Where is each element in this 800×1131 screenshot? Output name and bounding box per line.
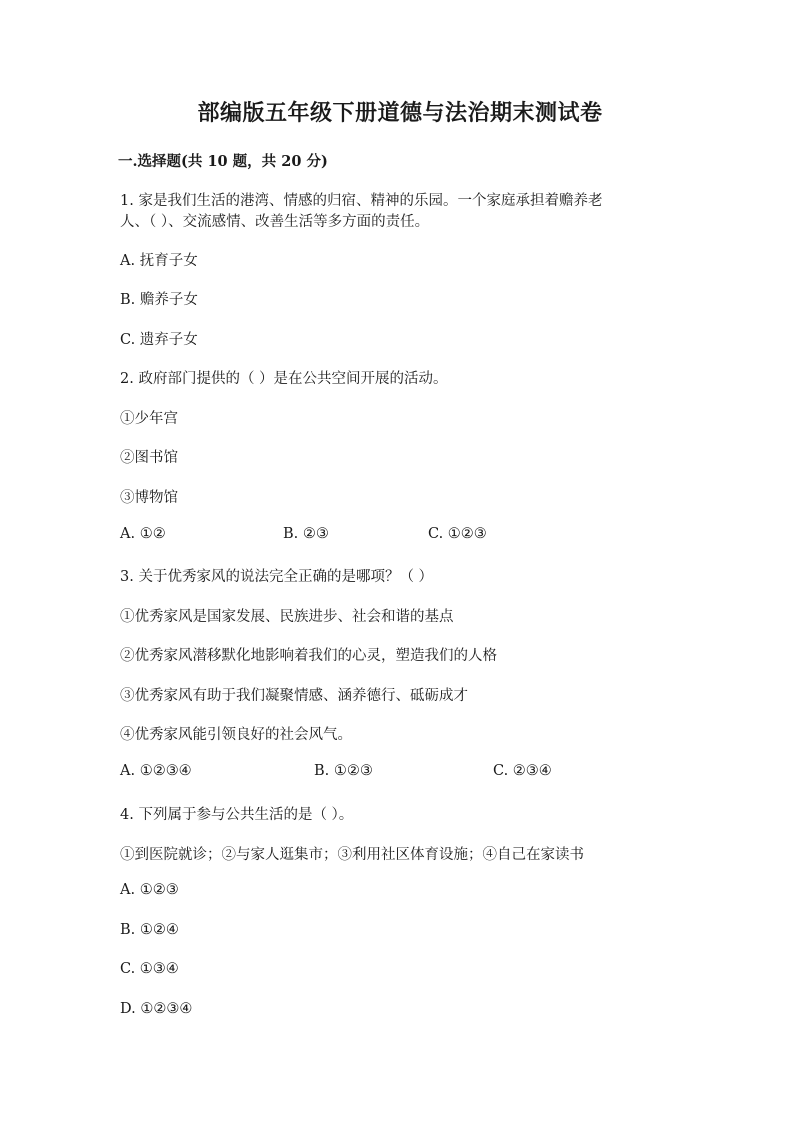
question-2-item-1: ①少年宫: [120, 411, 178, 427]
question-2-option-b: B. ②③: [283, 526, 329, 542]
question-1-stem-line-1: 1. 家是我们生活的港湾、情感的归宿、精神的乐园。一个家庭承担着赡养老: [120, 193, 603, 209]
question-3-item-4: ④优秀家风能引领良好的社会风气。: [120, 727, 352, 743]
question-3-stem: 3. 关于优秀家风的说法完全正确的是哪项？（ ）: [120, 569, 434, 585]
question-4-option-b: B. ①②④: [120, 922, 179, 938]
question-2-stem: 2. 政府部门提供的（ ）是在公共空间开展的活动。: [120, 371, 448, 387]
question-1-option-a: A. 抚育子女: [120, 253, 198, 269]
question-4-stem: 4. 下列属于参与公共生活的是（ ）。: [120, 807, 354, 823]
question-1-stem-line-2: 人、（ ）、交流感情、改善生活等多方面的责任。: [120, 214, 430, 230]
question-3-option-c: C. ②③④: [493, 763, 552, 779]
section-heading: 一.选择题(共 10 题，共 20 分): [118, 153, 328, 170]
page-title: 部编版五年级下册道德与法治期末测试卷: [197, 100, 603, 126]
question-3-item-2: ②优秀家风潜移默化地影响着我们的心灵，塑造我们的人格: [120, 648, 497, 664]
question-2-option-a: A. ①②: [120, 526, 166, 542]
question-3-item-3: ③优秀家风有助于我们凝聚情感、涵养德行、砥砺成才: [120, 688, 468, 704]
question-2-item-2: ②图书馆: [120, 450, 178, 466]
question-3-option-b: B. ①②③: [314, 763, 373, 779]
question-2-item-3: ③博物馆: [120, 490, 178, 506]
question-4-option-c: C. ①③④: [120, 961, 179, 977]
question-2-option-c: C. ①②③: [428, 526, 487, 542]
question-3-option-a: A. ①②③④: [120, 763, 192, 779]
question-4-option-a: A. ①②③: [120, 882, 179, 898]
question-3-item-1: ①优秀家风是国家发展、民族进步、社会和谐的基点: [120, 609, 454, 625]
question-4-items: ①到医院就诊；②与家人逛集市；③利用社区体育设施；④自己在家读书: [120, 847, 584, 863]
question-1-option-b: B. 赡养子女: [120, 292, 198, 308]
question-4-option-d: D. ①②③④: [120, 1001, 193, 1017]
question-1-option-c: C. 遗弃子女: [120, 332, 198, 348]
